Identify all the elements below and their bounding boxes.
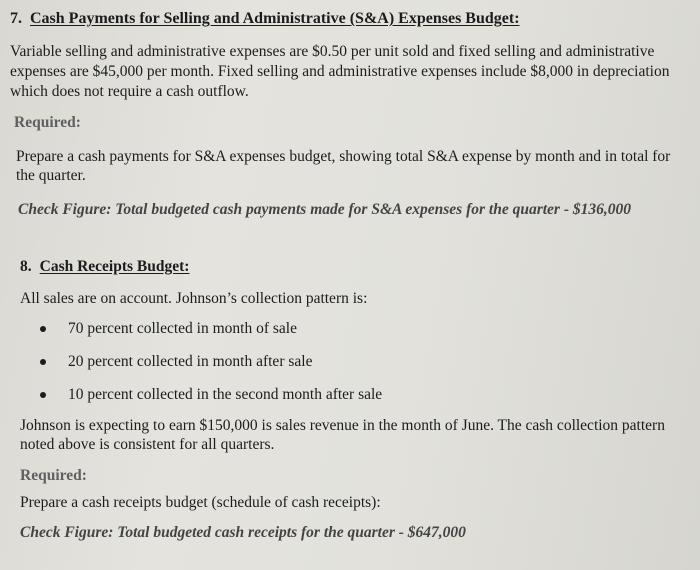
bullet-dot-3: [40, 392, 46, 398]
section-8-bullet-1: 70 percent collected in month of sale: [68, 320, 297, 337]
section-7-required-label: Required:: [14, 114, 81, 131]
section-7-body-line-2: expenses are $45,000 per month. Fixed selling and administrative expenses include $8,000 in depreciation: [10, 63, 670, 80]
section-7-check-figure: Check Figure: Total budgeted cash payments made for S&A expenses for the quarter - $136,000: [18, 201, 631, 218]
section-8-check-figure: Check Figure: Total budgeted cash receipts for the quarter - $647,000: [20, 524, 466, 541]
section-8-required-text: Prepare a cash receipts budget (schedule of cash receipts):: [20, 494, 381, 511]
section-8-bullet-3: 10 percent collected in the second month after sale: [68, 386, 383, 403]
section-7-body-line-3: which does not require a cash outflow.: [10, 83, 249, 100]
section-7-heading: [10, 10, 520, 28]
section-8-required-label: Required:: [20, 467, 87, 484]
section-7-title: Cash Payments for Selling and Administrative (S&A) Expenses Budget:: [30, 10, 520, 27]
section-8-bullet-2: 20 percent collected in month after sale: [68, 353, 313, 370]
section-7-number: 7.: [10, 10, 22, 27]
section-8-heading: [20, 258, 189, 276]
section-8-number: 8.: [20, 258, 32, 275]
bullet-dot-2: [40, 359, 46, 365]
section-8-intro: All sales are on account. Johnson’s collection pattern is:: [20, 290, 368, 307]
section-7-body-line-1: Variable selling and administrative expenses are $0.50 per unit sold and fixed selling and administrative: [10, 43, 655, 60]
bullet-dot-1: [40, 326, 46, 332]
section-7-required-line-2: the quarter.: [16, 167, 86, 184]
section-8-body-line-1: Johnson is expecting to earn $150,000 is sales revenue in the month of June. The cash collection pattern: [20, 417, 665, 434]
section-7-required-line-1: Prepare a cash payments for S&A expenses budget, showing total S&A expense by month and in total for: [16, 148, 671, 165]
section-8-title: Cash Receipts Budget:: [39, 258, 190, 275]
section-8-body-line-2: noted above is consistent for all quarters.: [20, 436, 275, 453]
